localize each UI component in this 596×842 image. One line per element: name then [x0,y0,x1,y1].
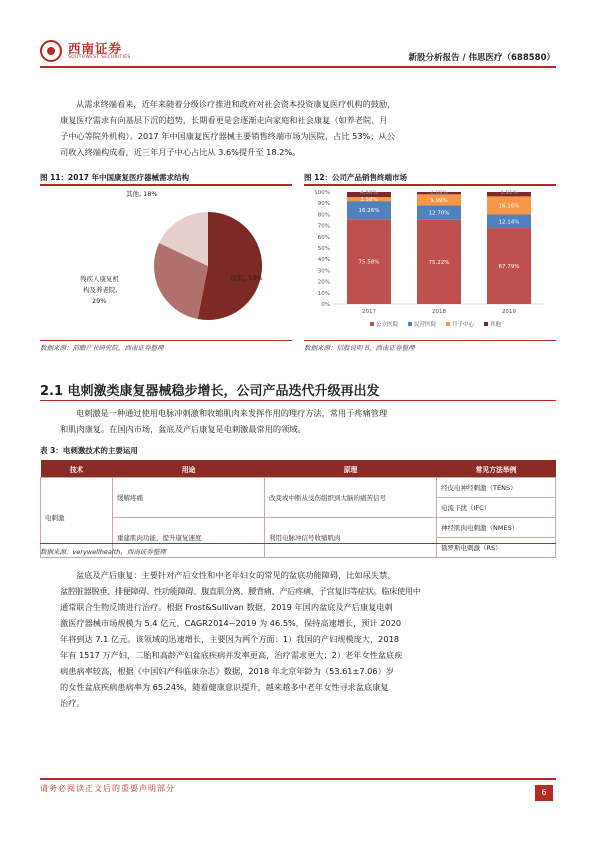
pelvic-line: 病患病率较高，根据《中国妇产科临床杂志》数据，2018 年北京年龄为（53.61±7.06）岁 [60,666,394,676]
y-tick-label: 40% [317,257,330,264]
pelvic-line: 的女性盆底疾病患病率为 65.24%，随着健康意识提升，越来越多中老年女性寻求盆底康复 [60,682,389,692]
section-paragraph [60,405,538,437]
figure-11-pie-chart [40,186,292,334]
table-header-cell: 用途 [113,460,265,478]
table-cell-use: 重建肌肉功能，提升康复速度 [113,518,265,558]
figure-11-source: 数据来源：前瞻产业研究院，西南证券整理 [40,344,164,352]
y-tick-label: 80% [317,212,330,219]
pelvic-line: 盆底及产后康复：主要针对产后女性和中老年妇女的常见的盆底功能障碍，比如尿失禁、 [76,570,396,580]
legend-swatch [484,322,488,326]
intro-line: 子中心等院外机构）。2017 年中国康复医疗器械主要销售终端市场为医院，占比 53%；从公 [60,131,395,141]
pelvic-line: 通常联合生物反馈进行治疗。根据 Frost&Sullivan 数据，2019 年国内盆底及产后康复电刺 [60,602,393,612]
bar-data-label: 75.22% [428,259,450,266]
footer-divider [40,778,556,780]
intro-line: 司收入终端构成看，近三年月子中心占比从 3.6%提升至 18.2%。 [60,147,301,157]
pelvic-line: 治疗。 [60,698,85,708]
bar-data-label: 3.58% [360,197,378,204]
y-tick-label: 50% [317,246,330,252]
table-header-cell: 常见方法举例 [437,460,556,478]
figure-12-title: 图 12：公司产品销售终端市场 [304,173,408,182]
pie-label-disabled-3: 29% [92,297,107,305]
table-header-cell: 技术 [41,460,113,478]
intro-line: 从需求终端看来，近年来随着分级诊疗推进和政府对社会资本投资康复医疗机构的鼓励， [76,99,396,109]
pie-label-disabled-1: 残疾人康复机 [80,275,119,283]
pelvic-line: 激医疗器械市场规模为 5.4 亿元，CAGR2014~2019 为 46.5%，保持高速增长，预计 2020 [60,618,402,628]
figure-11-title: 图 11：2017 年中国康复医疗器械需求结构 [40,173,190,182]
footer-disclaimer: 请务必阅读正文后的重要声明部分 [40,784,175,793]
x-tick-label: 2017 [362,309,376,315]
section-heading-rule [40,400,556,401]
pelvic-paragraph [60,567,538,711]
y-tick-label: 90% [317,201,330,208]
table-3-source: 数据来源：verywellhealth，西南证券整理 [40,548,166,556]
bar-data-label: 3.91% [500,190,518,196]
table-cell-method: 电流干扰（IFC） [437,498,556,518]
pelvic-line: 年将到达 7.1 亿元。该领域的迅速增长，主要因为两个方面：1）我国的产妇规模庞大，2018 [60,634,400,644]
y-tick-label: 0% [321,302,330,308]
table-header-cell: 原理 [265,460,437,478]
table-cell-method: 经皮电神经刺激（TENS） [437,478,556,498]
figure-12-stacked-bar-chart [304,186,556,336]
legend-label: 月子中心 [452,322,475,328]
section-line: 和肌肉康复。在国内市场，盆底及产后康复是电刺激最常用的领域。 [60,424,306,434]
company-logo-mark [40,40,62,62]
table-cell-tech: 电刺激 [41,478,113,558]
report-header-title: 新股分析报告 / 伟思医疗（688580） [408,53,555,63]
table-cell-method: 俄罗斯电刺激（RS） [437,538,556,558]
y-tick-label: 10% [317,290,330,297]
figure-12-source: 数据来源：招股说明书，西南证券整理 [304,344,415,352]
bar-data-label: 67.79% [498,264,520,271]
bar-data-label: 12.70% [428,210,450,217]
y-tick-label: 100% [314,190,330,196]
section-heading: 2.1 电刺激类康复器械稳步增长，公司产品迭代升级再出发 [40,384,380,399]
header-divider [40,66,556,68]
table-cell-use: 缓解疼痛 [113,478,265,518]
company-logo-name: 西南证券 [68,41,123,56]
legend-label: 公立医院 [376,322,399,328]
y-tick-label: 60% [317,234,330,241]
legend-swatch [446,322,450,326]
intro-paragraph [60,96,538,160]
bar-data-label: 75.58% [358,259,380,266]
legend-label: 其他 [490,322,502,328]
bar-data-label: 2.09% [430,190,448,196]
bar-data-label: 9.99% [430,197,448,204]
pie-label-hospital: 医院, 53% [231,274,263,282]
table-cell-method: 神经肌肉电刺激（NMES） [437,518,556,538]
bar-data-label: 16.16% [498,203,520,210]
legend-label: 民营医院 [414,322,437,328]
table-3-title: 表 3：电刺激技术的主要运用 [40,446,138,455]
pelvic-line: 年有 1517 万产妇，二胎和高龄产妇盆底疾病并发率更高，治疗需求更大；2）老年女性盆底疾 [60,650,403,660]
x-tick-label: 2018 [432,309,446,315]
intro-line: 康复医疗需求有向基层下沉的趋势，长期看更是会逐渐走向家庭和社会康复（如养老院、月 [60,115,388,125]
pie-label-other: 其他, 18% [126,190,158,198]
legend-swatch [408,322,412,326]
table-header-row [41,460,556,478]
bar-data-label: 4.58% [360,190,378,196]
table-cell-principle: 改变或中断从受伤组织到大脑的痛苦信号 [265,478,437,518]
pelvic-line: 盆腔脏器脱垂、排便障碍、性功能障碍、腹直肌分离、腰背痛、产后疼痛、子宫复旧等症状。临床使用中 [60,586,421,596]
page-number: 6 [535,785,553,801]
table-row [41,518,556,538]
company-logo-subtitle: SOUTHWEST SECURITIES [68,55,131,60]
legend-swatch [370,322,374,326]
table-row [41,478,556,498]
table-3-bottom-rule [40,543,556,544]
pie-label-disabled-2: 构及养老院, [83,286,118,294]
bar-data-label: 16.26% [358,208,380,215]
bar-data-label: 12.14% [498,219,520,226]
y-tick-label: 20% [317,279,330,286]
section-line: 电刺激是一种通过使用电脉冲刺激和收缩肌肉来发挥作用的理疗方法，常用于疼痛管理 [76,408,388,418]
y-tick-label: 30% [317,268,330,275]
x-tick-label: 2019 [502,309,516,315]
y-tick-label: 70% [317,223,330,230]
table-cell-principle: 利用电脉冲信号收缩肌肉 [265,518,437,558]
figure-12-bottom-rule [304,340,556,341]
figure-11-bottom-rule [40,340,292,341]
